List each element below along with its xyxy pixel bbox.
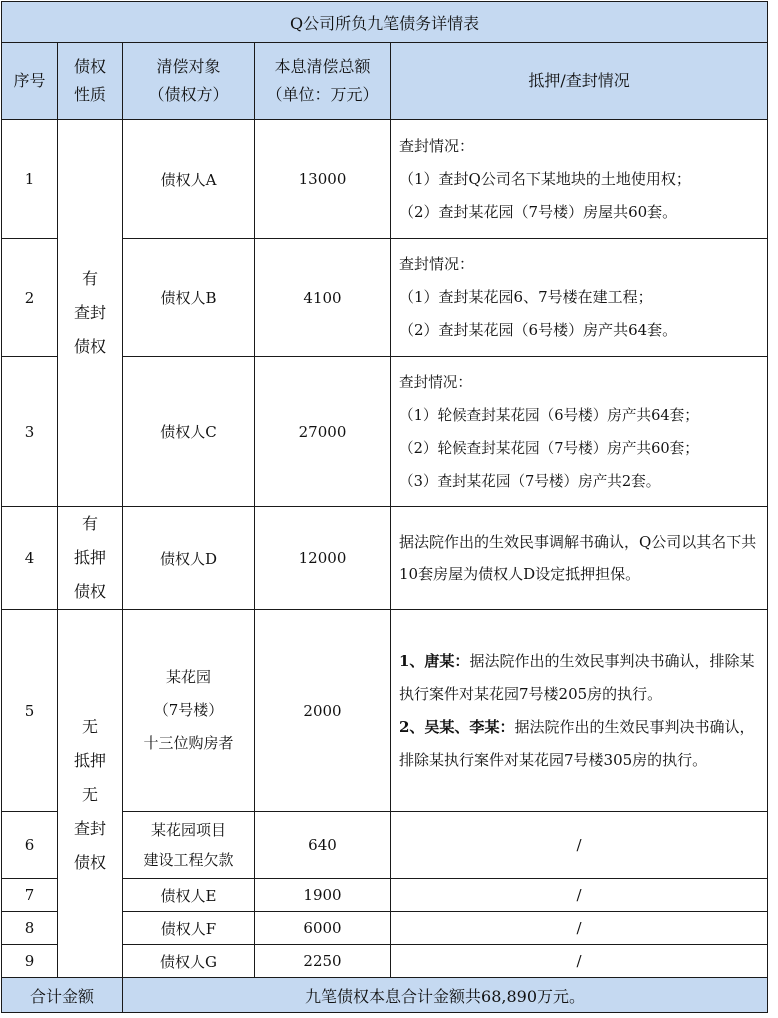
status-line: （1）查封Q公司名下某地块的土地使用权； bbox=[399, 169, 691, 188]
table-row bbox=[2, 507, 768, 610]
group-seized-line: 有 bbox=[81, 269, 98, 288]
header-nature bbox=[58, 43, 123, 120]
row-amount: 27000 bbox=[255, 357, 391, 507]
group-none-line: 查封 bbox=[73, 819, 106, 838]
row-creditor: 债权人B bbox=[123, 239, 255, 357]
table-title: Q公司所负九笔债务详情表 bbox=[2, 2, 768, 43]
status-text: 据法院作出的生效民事判决书确认，排除某执行案件对某花园7号楼305房的执行。 bbox=[399, 717, 755, 769]
creditor-line: 某花园 bbox=[165, 668, 211, 686]
header-creditor-line1: 清偿对象 bbox=[156, 57, 221, 76]
row-seq: 3 bbox=[2, 357, 58, 507]
status-line: （2）查封某花园（6号楼）房产共64套。 bbox=[399, 321, 678, 339]
row-status: / bbox=[391, 879, 768, 912]
status-line: （1）轮候查封某花园（6号楼）房产共64套； bbox=[399, 406, 699, 424]
row-seq: 7 bbox=[2, 879, 58, 912]
header-nature-line1: 债权 bbox=[73, 57, 106, 76]
row-creditor: 债权人G bbox=[123, 945, 255, 978]
debt-table bbox=[1, 1, 768, 1013]
status-line: （2）查封某花园（7号楼）房屋共60套。 bbox=[399, 202, 678, 221]
status-paragraph bbox=[399, 645, 761, 711]
header-creditor bbox=[123, 43, 255, 120]
status-line: 查封情况： bbox=[399, 255, 475, 273]
row-status bbox=[391, 357, 768, 507]
row-status bbox=[391, 120, 768, 239]
group-mortgaged-line: 债权 bbox=[73, 582, 106, 601]
header-creditor-line2: （债权方） bbox=[148, 85, 229, 104]
header-amount-line1: 本息清偿总额 bbox=[274, 57, 371, 76]
row-creditor: 债权人D bbox=[123, 507, 255, 610]
status-line: 查封情况： bbox=[399, 136, 475, 155]
group-mortgaged-line: 抵押 bbox=[73, 548, 106, 567]
row-seq: 4 bbox=[2, 507, 58, 610]
row-seq: 6 bbox=[2, 812, 58, 879]
row-creditor: 债权人F bbox=[123, 912, 255, 945]
row-creditor: 债权人E bbox=[123, 879, 255, 912]
status-lead: 1、唐某： bbox=[399, 651, 470, 670]
row-amount: 2000 bbox=[255, 610, 391, 812]
row-creditor: 债权人C bbox=[123, 357, 255, 507]
header-amount-line2: （单位：万元） bbox=[266, 85, 379, 104]
row-status bbox=[391, 610, 768, 812]
footer-label: 合计金额 bbox=[2, 978, 123, 1013]
group-none-line: 无 bbox=[81, 785, 98, 804]
footer-row bbox=[2, 978, 768, 1013]
row-status: 据法院作出的生效民事调解书确认，Q公司以其名下共10套房屋为债权人D设定抵押担保。 bbox=[391, 507, 768, 610]
status-lead: 2、吴某、李某： bbox=[399, 717, 515, 736]
row-seq: 9 bbox=[2, 945, 58, 978]
row-amount: 2250 bbox=[255, 945, 391, 978]
creditor-line: 某花园项目 bbox=[150, 821, 226, 839]
creditor-line: 十三位购房者 bbox=[143, 734, 234, 752]
group-mortgaged bbox=[58, 507, 123, 610]
header-row bbox=[2, 43, 768, 120]
status-paragraph bbox=[399, 711, 761, 777]
row-creditor bbox=[123, 812, 255, 879]
row-amount: 6000 bbox=[255, 912, 391, 945]
group-seized-line: 债权 bbox=[73, 337, 106, 356]
row-amount: 1900 bbox=[255, 879, 391, 912]
status-line: 查封情况： bbox=[399, 373, 472, 391]
row-seq: 5 bbox=[2, 610, 58, 812]
group-mortgaged-line: 有 bbox=[81, 514, 98, 533]
row-status: / bbox=[391, 812, 768, 879]
row-creditor bbox=[123, 610, 255, 812]
footer-summary: 九笔债权本息合计金额共68,890万元。 bbox=[123, 978, 768, 1013]
row-amount: 4100 bbox=[255, 239, 391, 357]
header-status: 抵押/查封情况 bbox=[391, 43, 768, 120]
row-amount: 12000 bbox=[255, 507, 391, 610]
row-amount: 640 bbox=[255, 812, 391, 879]
table-row bbox=[2, 120, 768, 239]
group-seized bbox=[58, 120, 123, 507]
row-status: / bbox=[391, 945, 768, 978]
group-seized-line: 查封 bbox=[73, 303, 106, 322]
header-nature-line2: 性质 bbox=[73, 85, 106, 104]
group-none-line: 无 bbox=[81, 717, 98, 736]
row-creditor: 债权人A bbox=[123, 120, 255, 239]
row-seq: 8 bbox=[2, 912, 58, 945]
status-line: （3）查封某花园（7号楼）房产共2套。 bbox=[399, 472, 661, 490]
status-text: 据法院作出的生效民事判决书确认，排除某执行案件对某花园7号楼205房的执行。 bbox=[399, 651, 755, 703]
header-seq: 序号 bbox=[2, 43, 58, 120]
table-row bbox=[2, 610, 768, 812]
status-line: （1）查封某花园6、7号楼在建工程； bbox=[399, 288, 653, 306]
row-seq: 2 bbox=[2, 239, 58, 357]
group-none-line: 债权 bbox=[73, 853, 106, 872]
creditor-line: 建设工程欠款 bbox=[143, 851, 234, 869]
creditor-line: （7号楼） bbox=[153, 701, 224, 719]
row-status: / bbox=[391, 912, 768, 945]
row-status bbox=[391, 239, 768, 357]
group-none bbox=[58, 610, 123, 978]
row-amount: 13000 bbox=[255, 120, 391, 239]
header-amount bbox=[255, 43, 391, 120]
title-row bbox=[2, 2, 768, 43]
group-none-line: 抵押 bbox=[73, 751, 106, 770]
status-line: （2）轮候查封某花园（7号楼）房产共60套； bbox=[399, 439, 699, 457]
row-seq: 1 bbox=[2, 120, 58, 239]
